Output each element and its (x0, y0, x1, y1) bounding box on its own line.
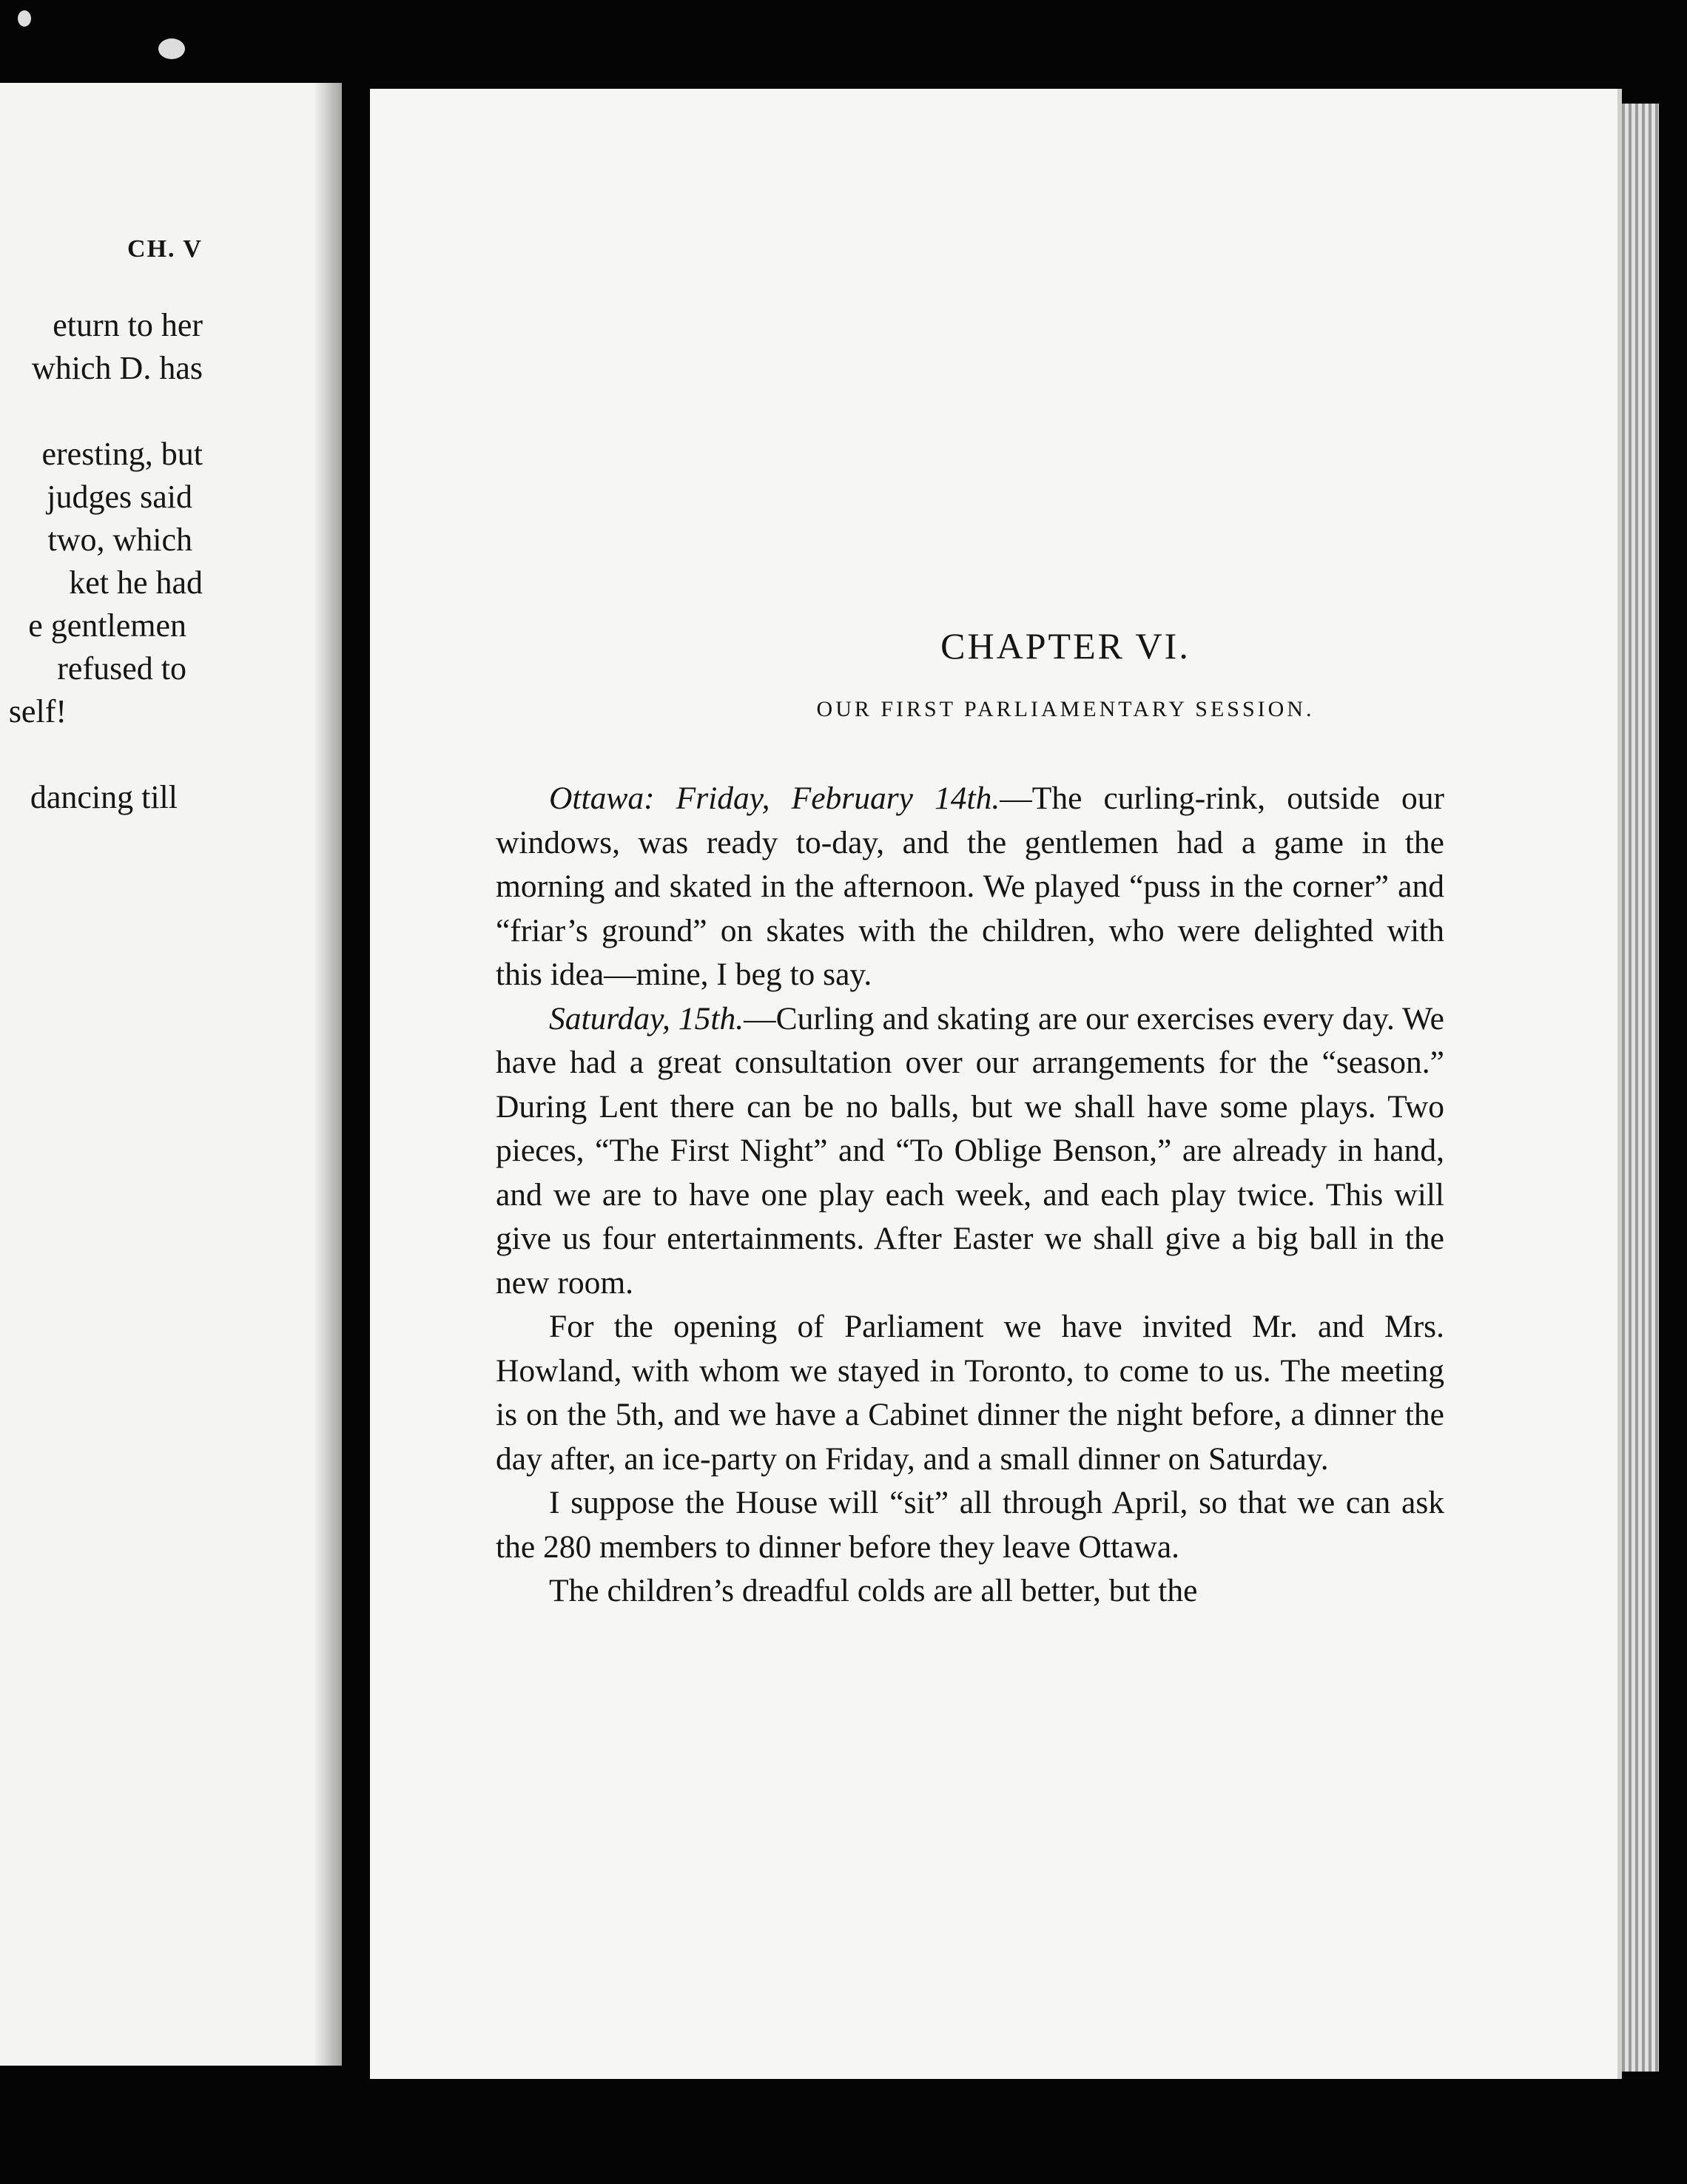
chapter-heading: CHAPTER VI. (940, 625, 1191, 667)
chapter-subtitle: OUR FIRST PARLIAMENTARY SESSION. (816, 697, 1315, 721)
paragraph (496, 777, 1444, 997)
left-text-fragment: ket he had (69, 564, 203, 601)
scan-speck (158, 38, 185, 59)
paragraph-text: —Curling and skating are our exercises every day. We have had a great consultation over our arrangements for the “season.” During Lent there can be no balls, but we shall have some plays. Two pieces, “The First Night” and “To Oblige Benson,” are already in hand, and we are to have one play each week, and each play twice. This will give us four entertainments. After Easter we shall give a big ball in the new room. (496, 1000, 1444, 1301)
paragraph-text: I suppose the House will “sit” all through April, so that we can ask the 280 members to dinner before they leave Ottawa. (496, 1485, 1444, 1565)
left-text-fragment: e gentlemen (28, 607, 186, 644)
paragraph (496, 997, 1444, 1306)
left-text-fragment: dancing till (30, 779, 178, 815)
scan-speck (18, 10, 31, 27)
left-text-fragment: self! (8, 693, 67, 729)
paragraph (496, 1569, 1444, 1614)
left-text-fragment: eturn to her (53, 307, 203, 343)
left-text-fragment: eresting, but (41, 436, 203, 472)
paragraph-text: For the opening of Parliament we have invited Mr. and Mrs. Howland, with whom we stayed in Toronto, to come to us. The meeting is on the 5th, and we have a Cabinet dinner the night before, a dinner the day after, an ice-party on Friday, and a small dinner on Saturday. (496, 1309, 1444, 1477)
left-text-fragment: judges said (47, 479, 192, 515)
paragraph (496, 1305, 1444, 1481)
dateline: Ottawa: Friday, February 14th. (549, 781, 1000, 816)
body-text (496, 777, 1444, 1614)
gutter-shadow (314, 83, 343, 2066)
dateline: Saturday, 15th. (549, 1000, 744, 1037)
paragraph (496, 1481, 1444, 1569)
right-page (370, 89, 1622, 2079)
left-text-fragment: two, which (47, 522, 192, 558)
page-edges (1622, 104, 1659, 2072)
left-text-fragment: refused to (57, 650, 186, 687)
paragraph-text: —The curling-rink, outside our windows, was ready to-day, and the gentlemen had a game in the morning and skated in the afternoon. We played “puss in the corner” and “friar’s ground” on skates with the children, who were delighted with this idea—mine, I beg to say. (496, 781, 1444, 992)
left-running-head: CH. V (127, 235, 203, 263)
left-page (0, 83, 342, 2066)
paragraph-text: The children’s dreadful colds are all better, but the (549, 1573, 1198, 1608)
left-text-fragment: which D. has (32, 350, 203, 386)
